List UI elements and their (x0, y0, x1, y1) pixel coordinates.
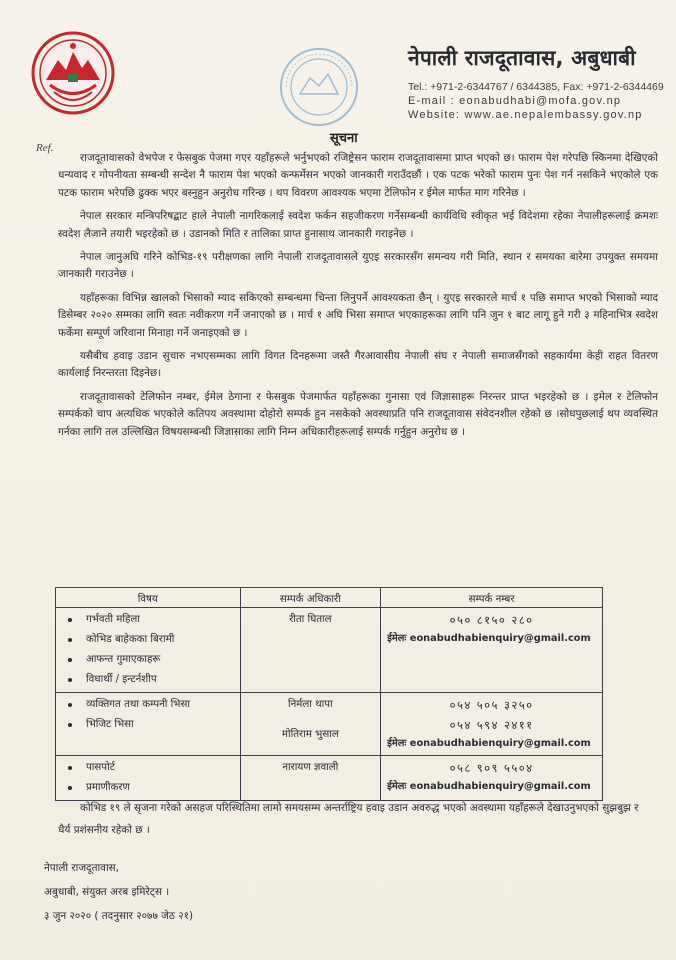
embassy-stamp-icon (278, 46, 360, 128)
number-cell (381, 693, 603, 756)
closing-text: कोभिड १९ ले सृजना गरेको असहज परिस्थितिमा लामो समयसम्म अन्तर्राष्ट्रिय हवाइ उडान अवरुद्ध भएको अवस्थामा यहाँहरूले देखाउनुभएको सुझबुझ र धैर्य प्रशंसनीय रहेको छ । (58, 802, 639, 836)
column-header-officer: सम्पर्क अधिकारी (240, 588, 381, 608)
table-header-row (56, 588, 603, 608)
subject-item: आफन्त गुमाएकाहरू (62, 650, 234, 670)
signoff (44, 856, 193, 928)
subject-cell (56, 756, 241, 801)
ref-label: Ref. (36, 142, 54, 154)
officer-cell (240, 756, 381, 801)
subject-item: व्यक्तिगत तथा कम्पनी भिसा (62, 695, 234, 715)
subject-cell (56, 608, 241, 693)
signoff-date: ३ जुन २०२० ( तदनुसार २०७७ जेठ २१) (44, 910, 194, 922)
subject-item: भिजिट भिसा (62, 715, 234, 735)
table-row (56, 756, 603, 801)
column-header-number: सम्पर्क नम्बर (381, 588, 603, 608)
officer-cell (240, 608, 381, 693)
telephone-fax: Tel.: +971-2-6344767 / 6344385, Fax: +971-2-6344469 (408, 81, 664, 93)
table-row (56, 608, 603, 693)
paragraph: यसैबीच हवाइ उडान सुचारु नभएसम्मका लागि विगत दिनहरूमा जस्तै गैरआवासीय नेपाली संघ र नेपाली समाजसँगको सहकार्यमा केही राहत वितरण कार्यलाई निरन्तरता दिइनेछ। (58, 350, 658, 380)
signoff-embassy: नेपाली राजदूतावास, (44, 862, 119, 874)
column-header-subject: विषय (56, 588, 241, 608)
officer-name: नारायण ज्ञवाली (282, 762, 339, 773)
embassy-name: नेपाली राजदूतावास, अबुधाबी (408, 46, 636, 70)
closing-paragraph (58, 797, 648, 841)
contact-email: ईमेलः eonabudhabienquiry@gmail.com (387, 633, 591, 644)
contact-table (55, 587, 603, 801)
subject-cell (56, 693, 241, 756)
contact-email: ईमेलः eonabudhabienquiry@gmail.com (387, 781, 591, 792)
website-address: Website: www.ae.nepalembassy.gov.np (408, 109, 643, 121)
number-cell (381, 756, 603, 801)
number-cell (381, 608, 603, 693)
phone-number: ०५४ ५०५ ३२५० (449, 698, 534, 712)
notice-body (58, 150, 658, 447)
subject-item: विधार्थी / इन्टर्नशीप (62, 670, 234, 690)
phone-number: ०५८ ९०९ ५५०४ (449, 761, 534, 775)
letterhead (408, 44, 663, 122)
nepal-emblem-icon (30, 30, 116, 116)
email-address: E-mail : eonabudhabi@mofa.gov.np (408, 95, 622, 107)
table-row (56, 693, 603, 756)
paragraph: यहाँहरूका विभिन्न खालको भिसाको म्याद सकिएको सम्बन्धमा चिन्ता लिनुपर्ने आवश्यकता छैन् । युएइ सरकारले मार्च १ पछि समाप्त भएको भिसाको म्याद डिसेम्बर २०२० सम्मका लागि स्वतः नवीकरण गर्ने जनाएको छ । मार्च १ अघि भिसा समाप्त भएकाहरूका लागि पनि जुन १ बाट लागू हुने गरी ३ महिनाभित्र स्वदेश फर्केमा सम्पूर्ण जरिवाना मिनाहा गर्ने जनाइएको छ । (58, 291, 658, 339)
contact-email: ईमेलः eonabudhabienquiry@gmail.com (387, 738, 591, 749)
subject-item: पासपोर्ट (62, 758, 234, 778)
officer-name: निर्मला थापा (287, 699, 333, 710)
paragraph: नेपाल जानुअघि गरिने कोभिड-१९ परीक्षणका लागि नेपाली राजदूतावासले युएइ सरकारसँग समन्वय गरी मिति, स्थान र समयका बारेमा उपयुक्त समयमा जानकारी गराउनेछ । (58, 251, 658, 281)
subject-item: गर्भवती महिला (62, 610, 234, 630)
subject-item: प्रमाणीकरण (62, 778, 234, 798)
subject-item: कोभिड बाहेकका बिरामी (62, 630, 234, 650)
officer-name: रीता घिताल (289, 614, 332, 625)
paragraph: नेपाल सरकार मन्त्रिपरिषद्बाट हाले नेपाली नागरिकलाई स्वदेश फर्कन सहजीकरण गर्नेसम्बन्धी कार्यविधि स्वीकृत भई विदेशमा रहेका नेपालीहरूलाई क्रमशः स्वदेश लैजाने तयारी भइरहेको छ । उडानको मिति र तालिका प्राप्त हुनासाथ जानकारी गराइनेछ । (58, 210, 658, 240)
officer-cell (240, 693, 381, 756)
officer-name: मोतिराम भुसाल (281, 729, 339, 740)
phone-number: ०५४ ५९४ २४११ (449, 718, 534, 732)
paragraph: राजदूतावासको वेभपेज र फेसबुक पेजमा गएर यहाँहरूले भर्नुभएको रजिष्ट्रेसन फाराम राजदूतावासमा प्राप्त भएको छ। फाराम पेश गरेपछि स्किनमा देखिएको धन्यवाद र गोपनीयता सम्बन्धी सन्देश नै फाराम पेश भएको कन्फर्मेसन भएको जानकारी गराउँदछौं । एक पटक भरेको फाराम पुनः पेश गर्न नसकिने भएकोले एक पटक फाराम भरेपछि ढुक्क भएर बस्नुहुन अनुरोध गरिन्छ । थप विवरण आवश्यक भएमा टेलिफोन र ईमेल मार्फत माग गरिनेछ । (58, 152, 658, 199)
phone-number: ०५० ८१५० २८० (449, 613, 534, 627)
notice-title: सूचना (330, 131, 358, 146)
signoff-location: अबुधाबी, संयुक्त अरब इमिरेट्स । (44, 886, 170, 898)
paragraph: राजदूतावासको टेलिफोन नम्बर, ईमेल ठेगाना र फेसबुक पेजमार्फत यहाँहरूका गुनासा एवं जिज्ञासाहरू निरन्तर प्राप्त भइरहेको छ । इमेल र टेलिफोन सम्पर्कको चाप अत्यधिक भएकोले कतिपय अवस्थामा दोहोरो सम्पर्क हुन नसकेको अवस्थाप्रति पनि राजदूतावास संवेदनशील रहेको छ ।सोधपुछलाई थप व्यवस्थित गर्नका लागि तल उल्लिखित विषयसम्बन्धी जिज्ञासाका लागि निम्न अधिकारीहरूलाई सम्पर्क गर्नुहुन अनुरोध छ । (58, 390, 658, 438)
